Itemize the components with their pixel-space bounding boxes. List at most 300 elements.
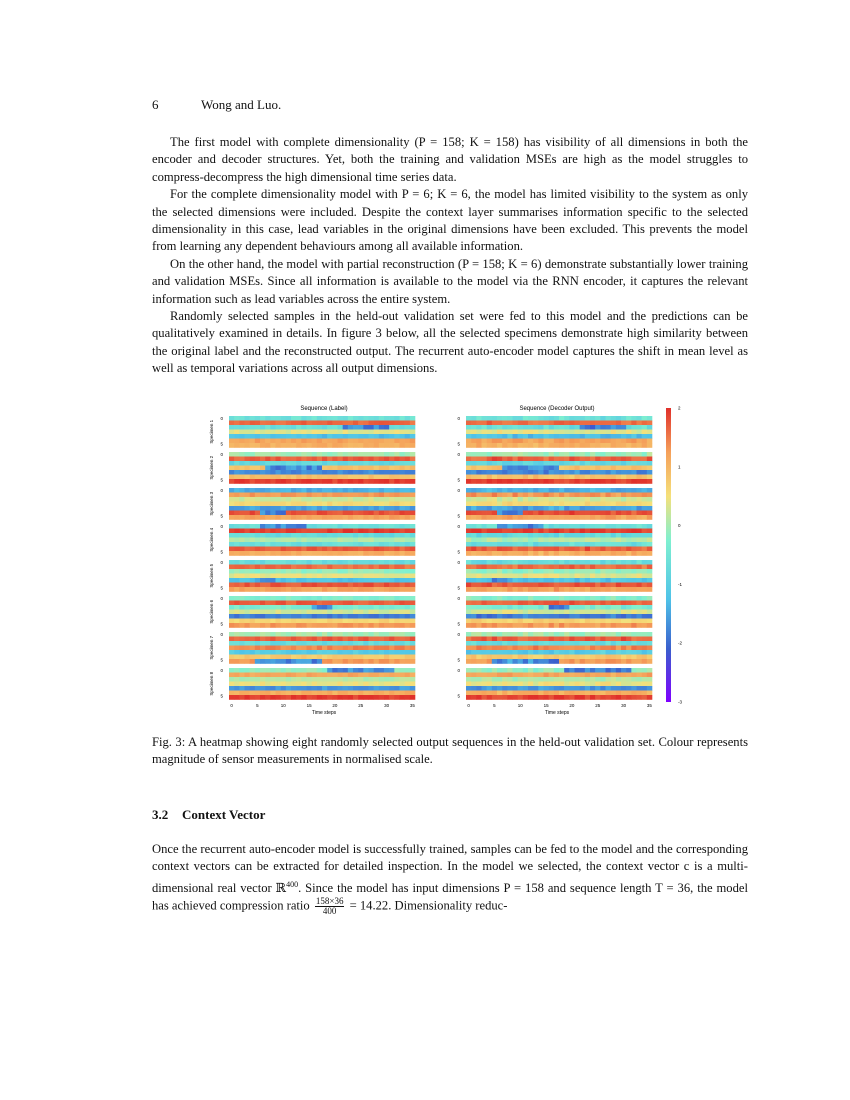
heatmap-cell bbox=[518, 542, 523, 547]
heatmap-cell bbox=[405, 551, 410, 556]
heatmap-cell bbox=[358, 457, 363, 462]
heatmap-cell bbox=[502, 673, 507, 678]
heatmap-cell bbox=[569, 686, 574, 691]
heatmap-cell bbox=[502, 655, 507, 660]
heatmap-cell bbox=[544, 673, 549, 678]
heatmap-cell bbox=[637, 542, 642, 547]
x-tick-label: 25 bbox=[358, 703, 364, 708]
heatmap-cell bbox=[590, 434, 595, 439]
heatmap-cell bbox=[353, 466, 358, 471]
heatmap-cell bbox=[482, 583, 487, 588]
heatmap-cell bbox=[549, 560, 554, 565]
heatmap-cell bbox=[286, 565, 291, 570]
heatmap-cell bbox=[492, 425, 497, 430]
heatmap-cell bbox=[575, 623, 580, 628]
heatmap-cell bbox=[379, 569, 384, 574]
heatmap-cell bbox=[549, 542, 554, 547]
heatmap-cell bbox=[611, 547, 616, 552]
y-tick-label: 0 bbox=[220, 596, 223, 601]
heatmap-cell bbox=[606, 461, 611, 466]
heatmap-cell bbox=[276, 677, 281, 682]
heatmap-cell bbox=[301, 439, 306, 444]
heatmap-cell bbox=[322, 466, 327, 471]
heatmap-cell bbox=[353, 497, 358, 502]
heatmap-cell bbox=[482, 574, 487, 579]
heatmap-cell bbox=[538, 686, 543, 691]
heatmap-cell bbox=[606, 655, 611, 660]
heatmap-cell bbox=[487, 601, 492, 606]
heatmap-cell bbox=[538, 542, 543, 547]
heatmap-cell bbox=[642, 619, 647, 624]
heatmap-cell bbox=[291, 439, 296, 444]
heatmap-cell bbox=[590, 488, 595, 493]
heatmap-cell bbox=[338, 686, 343, 691]
heatmap-cell bbox=[245, 655, 250, 660]
heatmap-cell bbox=[384, 524, 389, 529]
heatmap-cell bbox=[471, 601, 476, 606]
heatmap-cell bbox=[647, 686, 652, 691]
heatmap-cell bbox=[317, 515, 322, 520]
heatmap-cell bbox=[296, 574, 301, 579]
heatmap-cell bbox=[528, 452, 533, 457]
heatmap-cell bbox=[239, 542, 244, 547]
heatmap-cell bbox=[322, 677, 327, 682]
heatmap-cell bbox=[369, 529, 374, 534]
heatmap-cell bbox=[533, 461, 538, 466]
heatmap-cell bbox=[528, 632, 533, 637]
heatmap-cell bbox=[245, 560, 250, 565]
heatmap-cell bbox=[234, 601, 239, 606]
heatmap-cell bbox=[554, 583, 559, 588]
heatmap-cell bbox=[523, 695, 528, 700]
heatmap-cell bbox=[296, 637, 301, 642]
heatmap-cell bbox=[389, 623, 394, 628]
heatmap-cell bbox=[492, 574, 497, 579]
heatmap-cell bbox=[631, 632, 636, 637]
heatmap-cell bbox=[276, 641, 281, 646]
heatmap-cell bbox=[647, 673, 652, 678]
heatmap-cell bbox=[250, 511, 255, 516]
heatmap-cell bbox=[549, 529, 554, 534]
heatmap-cell bbox=[606, 695, 611, 700]
heatmap-cell bbox=[507, 551, 512, 556]
heatmap-cell bbox=[616, 457, 621, 462]
heatmap-cell bbox=[502, 641, 507, 646]
heatmap-cell bbox=[642, 470, 647, 475]
heatmap-cell bbox=[286, 610, 291, 615]
heatmap-cell bbox=[595, 659, 600, 664]
heatmap-cell bbox=[369, 655, 374, 660]
heatmap-cell bbox=[394, 646, 399, 651]
heatmap-cell bbox=[332, 587, 337, 592]
heatmap-cell bbox=[353, 583, 358, 588]
heatmap-cell bbox=[234, 479, 239, 484]
y-tick-label: 0 bbox=[220, 668, 223, 673]
heatmap-cell bbox=[239, 551, 244, 556]
heatmap-cell bbox=[595, 538, 600, 543]
heatmap-cell bbox=[260, 686, 265, 691]
heatmap-cell bbox=[389, 673, 394, 678]
heatmap-cell bbox=[410, 578, 415, 583]
heatmap-cell bbox=[590, 506, 595, 511]
heatmap-cell bbox=[590, 452, 595, 457]
heatmap-cell bbox=[554, 488, 559, 493]
heatmap-cell bbox=[637, 569, 642, 574]
heatmap-cell bbox=[497, 479, 502, 484]
heatmap-cell bbox=[291, 610, 296, 615]
heatmap-cell bbox=[466, 511, 471, 516]
heatmap-cell bbox=[492, 596, 497, 601]
heatmap-cell bbox=[549, 601, 554, 606]
heatmap-cell bbox=[286, 538, 291, 543]
heatmap-cell bbox=[255, 502, 260, 507]
heatmap-cell bbox=[281, 551, 286, 556]
heatmap-cell bbox=[492, 650, 497, 655]
heatmap-cell bbox=[637, 619, 642, 624]
left-heatmap-panels bbox=[229, 416, 415, 700]
heatmap-cell bbox=[631, 461, 636, 466]
heatmap-cell bbox=[312, 430, 317, 435]
heatmap-cell bbox=[637, 529, 642, 534]
body-paragraphs bbox=[152, 134, 748, 378]
heatmap-cell bbox=[229, 623, 234, 628]
heatmap-cell bbox=[564, 511, 569, 516]
heatmap-cell bbox=[358, 466, 363, 471]
heatmap-cell bbox=[523, 686, 528, 691]
heatmap-cell bbox=[317, 659, 322, 664]
heatmap-cell bbox=[466, 421, 471, 426]
heatmap-cell bbox=[353, 632, 358, 637]
heatmap-cell bbox=[471, 569, 476, 574]
heatmap-cell bbox=[606, 686, 611, 691]
heatmap-cell bbox=[466, 452, 471, 457]
heatmap-cell bbox=[400, 601, 405, 606]
heatmap-cell bbox=[611, 673, 616, 678]
heatmap-cell bbox=[291, 475, 296, 480]
heatmap-cell bbox=[507, 506, 512, 511]
heatmap-cell bbox=[502, 646, 507, 651]
heatmap-cell bbox=[564, 641, 569, 646]
heatmap-cell bbox=[518, 511, 523, 516]
heatmap-cell bbox=[492, 695, 497, 700]
heatmap-cell bbox=[281, 668, 286, 673]
heatmap-cell bbox=[255, 421, 260, 426]
heatmap-cell bbox=[379, 637, 384, 642]
heatmap-cell bbox=[405, 614, 410, 619]
heatmap-cell bbox=[466, 538, 471, 543]
heatmap-cell bbox=[327, 434, 332, 439]
heatmap-cell bbox=[626, 605, 631, 610]
heatmap-cell bbox=[234, 619, 239, 624]
heatmap-cell bbox=[255, 673, 260, 678]
heatmap-cell bbox=[317, 583, 322, 588]
heatmap-cell bbox=[291, 551, 296, 556]
heatmap-cell bbox=[606, 470, 611, 475]
heatmap-cell bbox=[647, 583, 652, 588]
heatmap-cell bbox=[595, 547, 600, 552]
heatmap-cell bbox=[502, 457, 507, 462]
heatmap-cell bbox=[595, 596, 600, 601]
heatmap-cell bbox=[384, 569, 389, 574]
heatmap-cell bbox=[564, 623, 569, 628]
heatmap-cell bbox=[549, 655, 554, 660]
heatmap-cell bbox=[270, 650, 275, 655]
heatmap-cell bbox=[621, 695, 626, 700]
heatmap-cell bbox=[559, 565, 564, 570]
heatmap-cell bbox=[554, 547, 559, 552]
heatmap-cell bbox=[528, 542, 533, 547]
heatmap-cell bbox=[585, 583, 590, 588]
heatmap-cell bbox=[642, 497, 647, 502]
heatmap-cell bbox=[229, 614, 234, 619]
heatmap-cell bbox=[528, 668, 533, 673]
heatmap-cell bbox=[389, 587, 394, 592]
heatmap-cell bbox=[400, 488, 405, 493]
heatmap-cell bbox=[405, 574, 410, 579]
heatmap-cell bbox=[544, 506, 549, 511]
heatmap-cell bbox=[353, 578, 358, 583]
heatmap-cell bbox=[518, 443, 523, 448]
heatmap-cell bbox=[497, 475, 502, 480]
heatmap-cell bbox=[317, 560, 322, 565]
heatmap-cell bbox=[528, 416, 533, 421]
heatmap-cell bbox=[492, 466, 497, 471]
heatmap-cell bbox=[317, 650, 322, 655]
heatmap-cell bbox=[250, 538, 255, 543]
heatmap-cell bbox=[296, 457, 301, 462]
heatmap-cell bbox=[317, 637, 322, 642]
heatmap-cell bbox=[322, 502, 327, 507]
heatmap-cell bbox=[621, 524, 626, 529]
heatmap-cell bbox=[400, 583, 405, 588]
heatmap-cell bbox=[507, 515, 512, 520]
heatmap-cell bbox=[569, 475, 574, 480]
heatmap-cell bbox=[405, 691, 410, 696]
heatmap-cell bbox=[471, 425, 476, 430]
heatmap-cell bbox=[327, 466, 332, 471]
heatmap-cell bbox=[353, 524, 358, 529]
heatmap-cell bbox=[513, 457, 518, 462]
heatmap-cell bbox=[564, 488, 569, 493]
heatmap-cell bbox=[332, 452, 337, 457]
heatmap-cell bbox=[487, 475, 492, 480]
heatmap-cell bbox=[229, 461, 234, 466]
heatmap-svg bbox=[205, 402, 695, 722]
heatmap-cell bbox=[642, 533, 647, 538]
heatmap-cell bbox=[400, 655, 405, 660]
heatmap-cell bbox=[239, 421, 244, 426]
heatmap-cell bbox=[400, 623, 405, 628]
heatmap-cell bbox=[575, 551, 580, 556]
heatmap-cell bbox=[343, 637, 348, 642]
heatmap-cell bbox=[327, 511, 332, 516]
heatmap-cell bbox=[538, 691, 543, 696]
heatmap-cell bbox=[286, 641, 291, 646]
heatmap-cell bbox=[369, 475, 374, 480]
heatmap-cell bbox=[374, 452, 379, 457]
heatmap-cell bbox=[492, 430, 497, 435]
heatmap-cell bbox=[595, 619, 600, 624]
heatmap-cell bbox=[559, 533, 564, 538]
heatmap-cell bbox=[590, 646, 595, 651]
heatmap-cell bbox=[626, 673, 631, 678]
heatmap-cell bbox=[286, 506, 291, 511]
heatmap-cell bbox=[260, 479, 265, 484]
heatmap-cell bbox=[497, 529, 502, 534]
heatmap-cell bbox=[611, 502, 616, 507]
heatmap-cell bbox=[250, 457, 255, 462]
right-x-axis bbox=[467, 703, 652, 708]
heatmap-cell bbox=[507, 475, 512, 480]
heatmap-cell bbox=[528, 605, 533, 610]
heatmap-cell bbox=[379, 619, 384, 624]
heatmap-cell bbox=[327, 637, 332, 642]
heatmap-cell bbox=[606, 466, 611, 471]
heatmap-cell bbox=[575, 547, 580, 552]
heatmap-cell bbox=[353, 668, 358, 673]
heatmap-cell bbox=[487, 677, 492, 682]
heatmap-cell bbox=[343, 470, 348, 475]
heatmap-cell bbox=[265, 416, 270, 421]
heatmap-cell bbox=[348, 673, 353, 678]
heatmap-cell bbox=[513, 596, 518, 601]
heatmap-cell bbox=[575, 691, 580, 696]
heatmap-cell bbox=[575, 416, 580, 421]
heatmap-cell bbox=[343, 695, 348, 700]
heatmap-cell bbox=[476, 569, 481, 574]
heatmap-cell bbox=[405, 565, 410, 570]
x-tick-label: 10 bbox=[280, 703, 286, 708]
heatmap-cell bbox=[606, 614, 611, 619]
heatmap-cell bbox=[507, 601, 512, 606]
heatmap-cell bbox=[482, 659, 487, 664]
specimen-label: Specimen 3 bbox=[209, 491, 214, 516]
heatmap-cell bbox=[621, 646, 626, 651]
heatmap-cell bbox=[353, 565, 358, 570]
heatmap-cell bbox=[471, 587, 476, 592]
heatmap-cell bbox=[410, 673, 415, 678]
heatmap-cell bbox=[642, 430, 647, 435]
heatmap-cell bbox=[533, 475, 538, 480]
heatmap-cell bbox=[245, 596, 250, 601]
heatmap-cell bbox=[523, 641, 528, 646]
heatmap-cell bbox=[606, 583, 611, 588]
heatmap-cell bbox=[281, 650, 286, 655]
heatmap-cell bbox=[492, 623, 497, 628]
heatmap-cell bbox=[281, 637, 286, 642]
heatmap-cell bbox=[533, 632, 538, 637]
paragraph: Randomly selected samples in the held-out validation set were fed to this model and the predictions can be qualitatively examined in details. In figure 3 below, all the selected specimens demonstrate high similarity between the original label and the reconstructed output. The recurrent auto-encoder model captures the shift in mean level as well as temporal variations across all output dimensions. bbox=[152, 309, 748, 376]
heatmap-cell bbox=[580, 659, 585, 664]
heatmap-cell bbox=[538, 506, 543, 511]
heatmap-cell bbox=[471, 452, 476, 457]
heatmap-cell bbox=[369, 668, 374, 673]
heatmap-cell bbox=[229, 574, 234, 579]
heatmap-cell bbox=[234, 439, 239, 444]
heatmap-cell bbox=[595, 623, 600, 628]
heatmap-cell bbox=[229, 511, 234, 516]
heatmap-cell bbox=[533, 547, 538, 552]
heatmap-cell bbox=[312, 574, 317, 579]
heatmap-cell bbox=[569, 569, 574, 574]
heatmap-cell bbox=[384, 430, 389, 435]
heatmap-cell bbox=[343, 610, 348, 615]
heatmap-cell bbox=[637, 425, 642, 430]
heatmap-cell bbox=[307, 466, 312, 471]
heatmap-cell bbox=[332, 479, 337, 484]
heatmap-cell bbox=[471, 641, 476, 646]
heatmap-cell bbox=[554, 425, 559, 430]
heatmap-cell bbox=[538, 569, 543, 574]
heatmap-cell bbox=[358, 632, 363, 637]
heatmap-cell bbox=[523, 511, 528, 516]
heatmap-cell bbox=[348, 497, 353, 502]
heatmap-cell bbox=[384, 623, 389, 628]
heatmap-cell bbox=[265, 668, 270, 673]
heatmap-cell bbox=[476, 601, 481, 606]
heatmap-cell bbox=[405, 646, 410, 651]
heatmap-cell bbox=[358, 655, 363, 660]
heatmap-cell bbox=[492, 686, 497, 691]
heatmap-cell bbox=[322, 493, 327, 498]
heatmap-cell bbox=[322, 457, 327, 462]
heatmap-cell bbox=[250, 673, 255, 678]
heatmap-cell bbox=[245, 682, 250, 687]
heatmap-cell bbox=[312, 623, 317, 628]
heatmap-cell bbox=[575, 686, 580, 691]
heatmap-cell bbox=[523, 655, 528, 660]
heatmap-cell bbox=[533, 551, 538, 556]
heatmap-cell bbox=[538, 565, 543, 570]
heatmap-cell bbox=[518, 610, 523, 615]
heatmap-cell bbox=[544, 470, 549, 475]
heatmap-cell bbox=[234, 578, 239, 583]
heatmap-cell bbox=[250, 466, 255, 471]
heatmap-cell bbox=[637, 511, 642, 516]
heatmap-cell bbox=[343, 538, 348, 543]
heatmap-cell bbox=[600, 434, 605, 439]
heatmap-cell bbox=[369, 646, 374, 651]
heatmap-cell bbox=[544, 502, 549, 507]
heatmap-cell bbox=[554, 515, 559, 520]
heatmap-cell bbox=[358, 677, 363, 682]
heatmap-cell bbox=[497, 565, 502, 570]
heatmap-cell bbox=[492, 632, 497, 637]
heatmap-cell bbox=[523, 578, 528, 583]
heatmap-cell bbox=[482, 601, 487, 606]
heatmap-cell bbox=[234, 457, 239, 462]
heatmap-cell bbox=[400, 637, 405, 642]
heatmap-cell bbox=[363, 524, 368, 529]
heatmap-cell bbox=[502, 475, 507, 480]
heatmap-cell bbox=[270, 587, 275, 592]
heatmap-cell bbox=[523, 673, 528, 678]
heatmap-cell bbox=[322, 673, 327, 678]
heatmap-cell bbox=[348, 578, 353, 583]
heatmap-cell bbox=[580, 565, 585, 570]
heatmap-cell bbox=[281, 547, 286, 552]
heatmap-cell bbox=[317, 547, 322, 552]
heatmap-cell bbox=[358, 479, 363, 484]
heatmap-cell bbox=[502, 434, 507, 439]
heatmap-cell bbox=[291, 619, 296, 624]
heatmap-cell bbox=[637, 560, 642, 565]
heatmap-cell bbox=[296, 659, 301, 664]
paragraph: For the complete dimensionality model with P = 6; K = 6, the model has limited visibility to the system as only the selected dimensions were included. Despite the context layer summarises information specific to the selected dimensionality in this case, lead variables in the original dimensions have been excluded. This prevents the model from learning any dependent behaviours among all available information. bbox=[152, 187, 748, 254]
heatmap-cell bbox=[286, 452, 291, 457]
heatmap-cell bbox=[260, 641, 265, 646]
heatmap-cell bbox=[606, 551, 611, 556]
